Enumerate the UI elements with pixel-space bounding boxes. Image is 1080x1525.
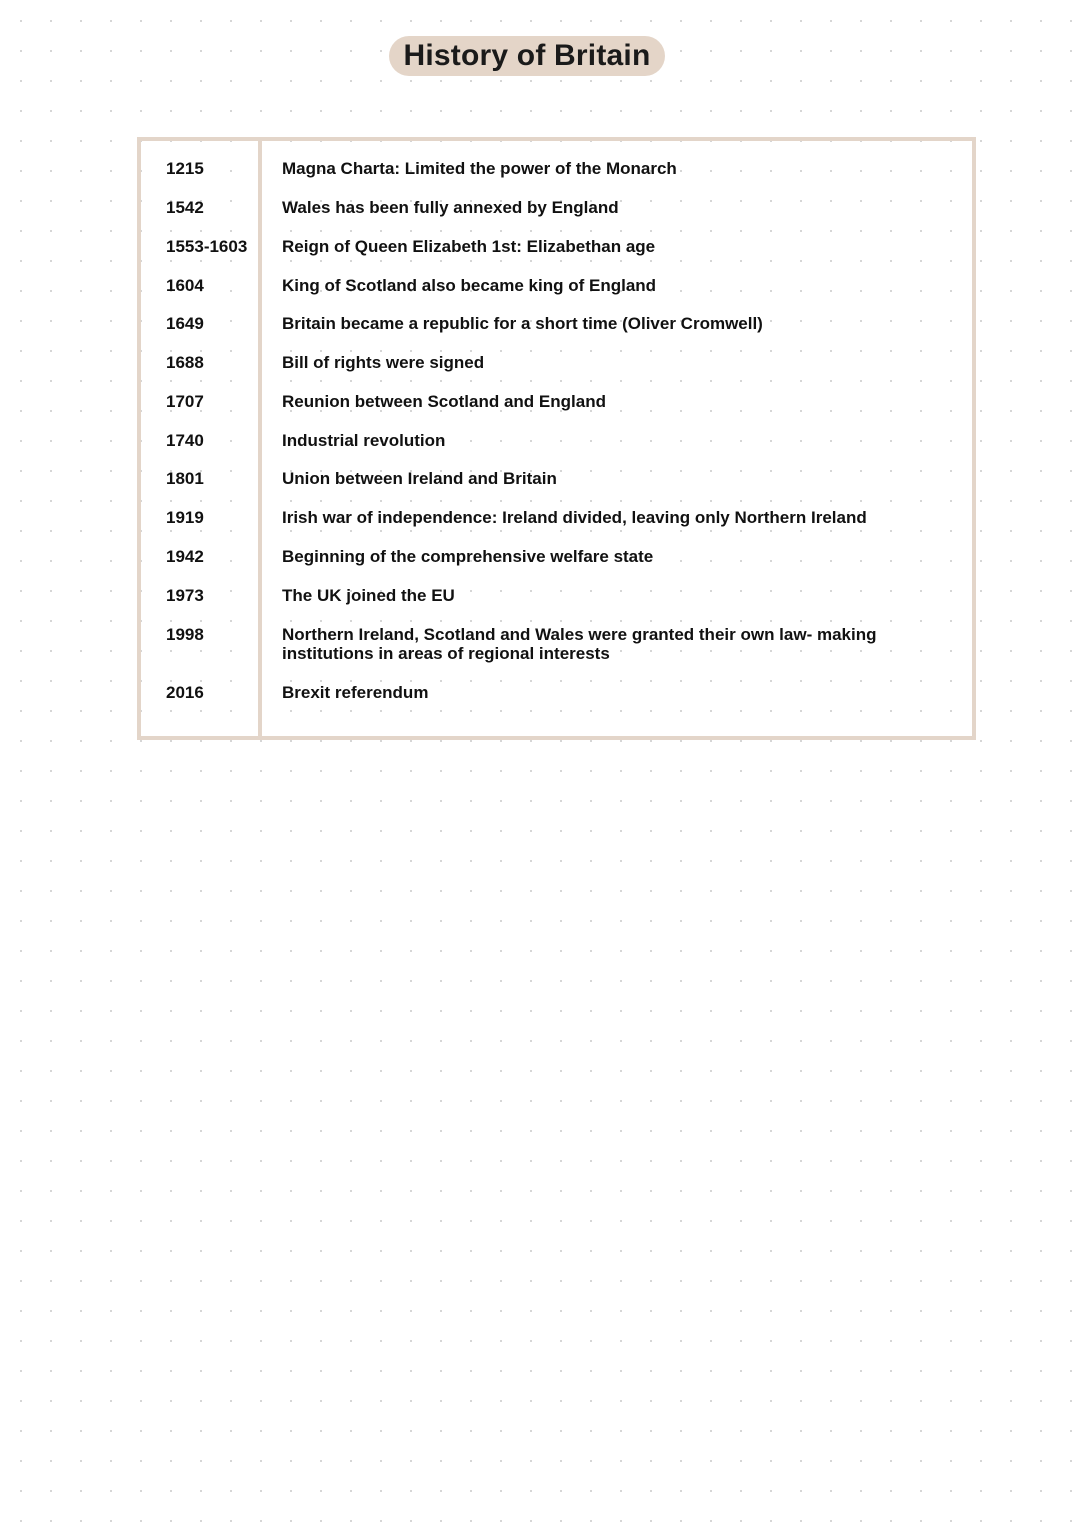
- timeline-year: 1553-1603: [166, 237, 248, 256]
- timeline-year: 1973: [166, 586, 204, 605]
- timeline-year: 1542: [166, 198, 204, 217]
- timeline-event: Magna Charta: Limited the power of the Monarch: [282, 159, 677, 178]
- timeline-year: 1998: [166, 625, 204, 644]
- timeline-year: 1707: [166, 392, 204, 411]
- timeline-year: 1649: [166, 314, 204, 333]
- timeline-table: [137, 137, 976, 740]
- timeline-year: 2016: [166, 683, 204, 702]
- timeline-event: Reunion between Scotland and England: [282, 392, 606, 411]
- timeline-event: Britain became a republic for a short time (Oliver Cromwell): [282, 314, 763, 333]
- title-banner: [389, 36, 665, 76]
- timeline-year: 1740: [166, 431, 204, 450]
- timeline-event: Irish war of independence: Ireland divided, leaving only Northern Ireland: [282, 508, 867, 527]
- timeline-event: Brexit referendum: [282, 683, 429, 702]
- timeline-event: Northern Ireland, Scotland and Wales were granted their own law- making institutions in areas of regional interests: [282, 625, 877, 663]
- column-divider: [258, 141, 262, 736]
- timeline-event: The UK joined the EU: [282, 586, 455, 605]
- timeline-event: Bill of rights were signed: [282, 353, 485, 372]
- timeline-year: 1801: [166, 469, 204, 488]
- timeline-event: Reign of Queen Elizabeth 1st: Elizabethan age: [282, 237, 656, 256]
- timeline-year: 1688: [166, 353, 204, 372]
- timeline-event: Wales has been fully annexed by England: [282, 198, 619, 217]
- timeline-year: 1942: [166, 547, 204, 566]
- timeline-year: 1604: [166, 276, 204, 295]
- timeline-event: Beginning of the comprehensive welfare state: [282, 547, 654, 566]
- timeline-year: 1919: [166, 508, 204, 527]
- timeline-event: Industrial revolution: [282, 431, 446, 450]
- timeline-event: King of Scotland also became king of England: [282, 276, 657, 295]
- page-title: History of Britain: [403, 39, 651, 72]
- timeline-event: Union between Ireland and Britain: [282, 469, 557, 488]
- timeline-year: 1215: [166, 159, 204, 178]
